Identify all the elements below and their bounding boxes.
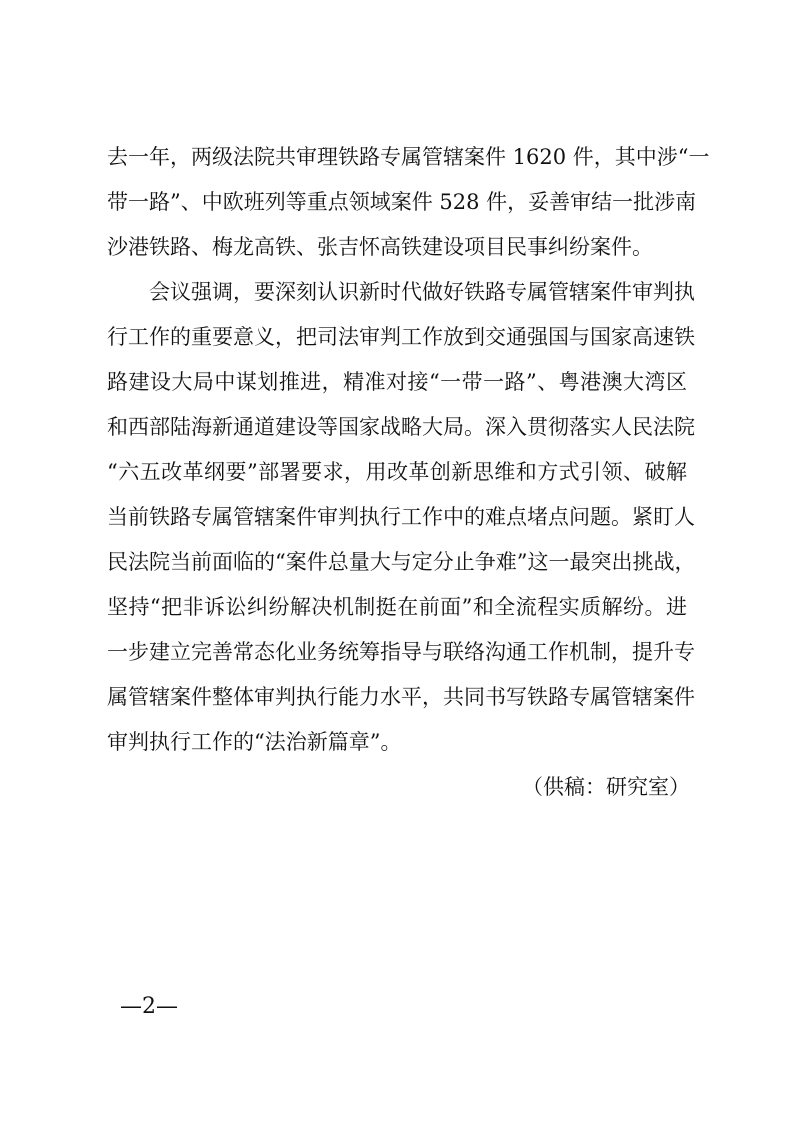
- paragraph-2-line-4: 和西部陆海新通道建设等国家战略大局。深入贯彻落实人民法院: [107, 415, 695, 439]
- paragraph-2-line-1: 会议强调，要深刻认识新时代做好铁路专属管辖案件审判执: [107, 280, 695, 304]
- source-credit: （供稿：研究室）: [522, 775, 690, 799]
- paragraph-2-line-10: 属管辖案件整体审判执行能力水平，共同书写铁路专属管辖案件: [107, 685, 695, 709]
- paragraph-2-line-3: 路建设大局中谋划推进，精准对接“一带一路”、粤港澳大湾区: [107, 370, 687, 394]
- paragraph-1-line-3: 沙港铁路、梅龙高铁、张吉怀高铁建设项目民事纠纷案件。: [107, 235, 653, 259]
- paragraph-1-line-2: 带一路”、中欧班列等重点领域案件 528 件，妥善审结一批涉南: [107, 190, 697, 214]
- paragraph-2-line-2: 行工作的重要意义，把司法审判工作放到交通强国与国家高速铁: [107, 325, 695, 349]
- page-number: —2—: [120, 994, 178, 1019]
- paragraph-2-line-8: 坚持“把非诉讼纠纷解决机制挺在前面”和全流程实质解纷。进: [107, 595, 687, 619]
- paragraph-2-line-6: 当前铁路专属管辖案件审判执行工作中的难点堵点问题。紧盯人: [107, 505, 695, 529]
- paragraph-2-line-9: 一步建立完善常态化业务统筹指导与联络沟通工作机制，提升专: [107, 640, 695, 664]
- paragraph-2-line-7: 民法院当前面临的“案件总量大与定分止争难”这一最突出挑战，: [107, 550, 696, 574]
- paragraph-1-line-1: 去一年，两级法院共审理铁路专属管辖案件 1620 件，其中涉“一: [107, 145, 710, 169]
- paragraph-2-line-5: “六五改革纲要”部署要求，用改革创新思维和方式引领、破解: [107, 460, 687, 484]
- paragraph-2-line-11: 审判执行工作的“法治新篇章”。: [107, 730, 402, 754]
